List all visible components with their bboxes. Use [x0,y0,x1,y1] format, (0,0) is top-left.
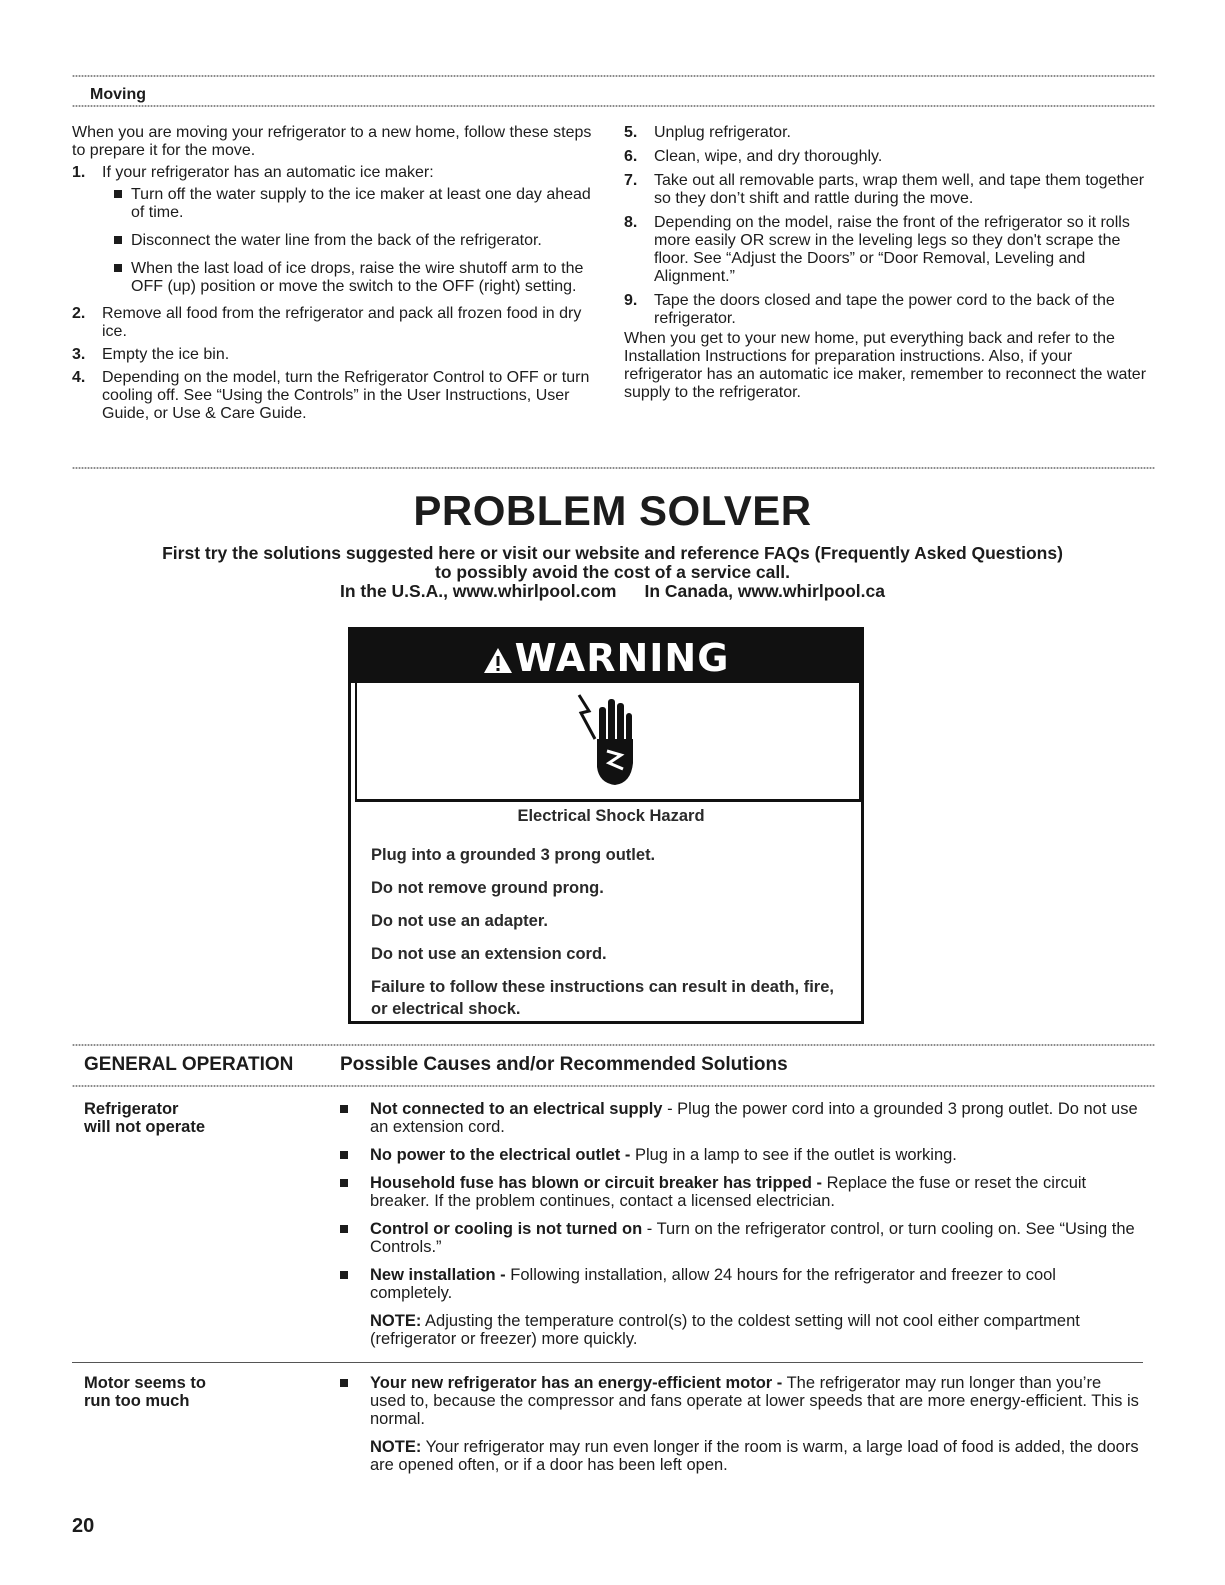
top-dotted-rule [72,74,1155,78]
note-label: NOTE: [370,1312,422,1330]
solution-item [340,1220,1140,1256]
note-text: Your refrigerator may run even longer if the room is warm, a large load of food is added, the doors are opened often, or if a door has been left open. [370,1438,1139,1474]
solution-text: - Plug the power cord into a grounded 3 prong outlet. Do not use an extension cord. [370,1100,1138,1136]
bullet-square-icon [114,190,122,198]
step-number: 2. [72,305,86,322]
general-operation-header: GENERAL OPERATION [84,1054,294,1075]
solutions-header: Possible Causes and/or Recommended Solutions [340,1054,788,1075]
warning-box [348,627,864,1024]
moving-step-9 [624,292,1149,328]
solution-text: Plug in a lamp to see if the outlet is working. [630,1146,957,1164]
problem-line: run too much [84,1392,190,1410]
bullet-square-icon [114,236,122,244]
hazard-title: Electrical Shock Hazard [517,807,705,825]
step-text: Clean, wipe, and dry thoroughly. [654,148,883,165]
electrical-shock-hand-icon [573,693,643,789]
cause-label: No power to the electrical outlet - [370,1146,631,1164]
problem-solver-title: PROBLEM SOLVER [413,487,812,534]
step-text: If your refrigerator has an automatic ice maker: [102,164,434,181]
bullet-text: Disconnect the water line from the back of the refrigerator. [131,232,542,249]
step-text: Depending on the model, turn the Refrigerator Control to OFF or turn cooling off. See “Using the Controls” in the User Instructions, User Guide, or Use & Care Guide. [102,369,590,422]
cause-label: Your new refrigerator has an energy-efficient motor - [370,1374,783,1392]
canada-website: In Canada, www.whirlpool.ca [644,581,885,601]
bullet-square-icon [340,1151,348,1159]
solution-text: Replace the fuse or reset the circuit breaker. If the problem continues, contact a licensed electrician. [370,1174,1087,1210]
warning-line-3: Do not use an adapter. [371,912,548,930]
table-top-dotted-rule [72,1043,1155,1047]
moving-step-1 [72,164,592,182]
step-number: 6. [624,148,638,165]
moving-closing: When you get to your new home, put everything back and refer to the Installation Instructions for preparation instructions. Also, if your refrigerator has an automatic ice maker, remember to reconnect the water supply to the refrigerator. [624,330,1147,401]
step-text: Remove all food from the refrigerator and pack all frozen food in dry ice. [102,305,582,340]
cause-label: New installation - [370,1266,506,1284]
bullet-square-icon [340,1105,348,1113]
moving-section-title: Moving [90,86,146,103]
note [340,1438,1140,1474]
step-number: 8. [624,214,638,231]
solutions-row-1 [340,1100,1140,1348]
bullet-text: When the last load of ice drops, raise the wire shutoff arm to the OFF (up) position or move the switch to the OFF (right) setting. [131,260,584,295]
moving-bullet-2 [72,232,592,250]
cause-label: Control or cooling is not turned on [370,1220,643,1238]
problem-line: Motor seems to [84,1374,206,1392]
warning-line-5: Failure to follow these instructions can result in death, fire, or electrical shock. [371,978,834,1018]
cause-label: Household fuse has blown or circuit breaker has tripped - [370,1174,823,1192]
warning-line-4: Do not use an extension cord. [371,945,607,963]
warning-word: WARNING [514,636,730,680]
note-label: NOTE: [370,1438,422,1456]
warning-header [351,630,861,683]
note [340,1312,1140,1348]
moving-step-7 [624,172,1149,208]
section-dotted-rule [72,466,1155,470]
website-line [0,582,1225,601]
problem-refrigerator-not-operate [84,1100,205,1136]
warning-triangle-icon [483,646,513,674]
moving-step-6 [624,148,1149,166]
bullet-text: Turn off the water supply to the ice maker at least one day ahead of time. [131,186,591,221]
moving-title-dotted-rule [72,104,1155,108]
note-text: Adjusting the temperature control(s) to the coldest setting will not cool either compartment (refrigerator or freezer) more quickly. [370,1312,1080,1348]
warning-line-1: Plug into a grounded 3 prong outlet. [371,846,656,864]
solution-item [340,1146,1140,1164]
subtitle-line-2: to possibly avoid the cost of a service call. [435,562,790,582]
bullet-square-icon [340,1225,348,1233]
step-text: Take out all removable parts, wrap them well, and tape them together so they don’t shift and rattle during the move. [654,172,1145,207]
step-text: Depending on the model, raise the front of the refrigerator so it rolls more easily OR screw in the leveling legs so they don't scrape the floor. See “Adjust the Doors” or “Door Removal, Leveling and Alignment.” [654,214,1130,285]
moving-intro: When you are moving your refrigerator to a new home, follow these steps to prepare it for the move. [72,124,592,159]
step-number: 7. [624,172,638,189]
step-text: Tape the doors closed and tape the power cord to the back of the refrigerator. [654,292,1115,327]
page-number: 20 [72,1515,95,1537]
bullet-square-icon [340,1379,348,1387]
moving-left-column [72,124,592,423]
solution-item [340,1100,1140,1136]
solution-item [340,1374,1140,1428]
warning-text [371,807,851,1031]
moving-step-5 [624,124,1149,142]
moving-bullet-1 [72,186,592,222]
step-number: 5. [624,124,638,141]
solution-text: Following installation, allow 24 hours for the refrigerator and freezer to cool completely. [370,1266,1056,1302]
step-number: 9. [624,292,638,309]
bullet-square-icon [340,1271,348,1279]
row-divider [72,1362,1143,1363]
solutions-row-2 [340,1374,1140,1474]
moving-right-column [624,124,1149,402]
problem-solver-subtitle [0,544,1225,601]
moving-step-2 [72,305,592,341]
warning-pictogram-area [355,683,861,802]
step-number: 3. [72,346,86,363]
solution-item [340,1174,1140,1210]
table-header-dotted-rule [72,1084,1155,1088]
moving-step-3 [72,346,592,364]
moving-step-4 [72,369,592,423]
cause-label: Not connected to an electrical supply [370,1100,663,1118]
bullet-square-icon [340,1179,348,1187]
problem-line: Refrigerator [84,1100,179,1118]
step-text: Empty the ice bin. [102,346,230,363]
usa-website: In the U.S.A., www.whirlpool.com [340,581,617,601]
warning-line-2: Do not remove ground prong. [371,879,604,897]
solution-text: - Turn on the refrigerator control, or turn cooling on. See “Using the Controls.” [370,1220,1135,1256]
moving-step-8 [624,214,1149,286]
bullet-square-icon [114,264,122,272]
step-number: 1. [72,164,86,181]
problem-motor-runs-too-much [84,1374,206,1410]
problem-line: will not operate [84,1118,206,1136]
solution-text: The refrigerator may run longer than you’re used to, because the compressor and fans operate at lower speeds that are more energy-efficient. This is normal. [370,1374,1139,1428]
step-text: Unplug refrigerator. [654,124,791,141]
subtitle-line-1: First try the solutions suggested here or visit our website and reference FAQs (Frequently Asked Questions) [162,543,1063,563]
moving-bullet-3 [72,260,592,296]
step-number: 4. [72,369,86,386]
solution-item [340,1266,1140,1302]
